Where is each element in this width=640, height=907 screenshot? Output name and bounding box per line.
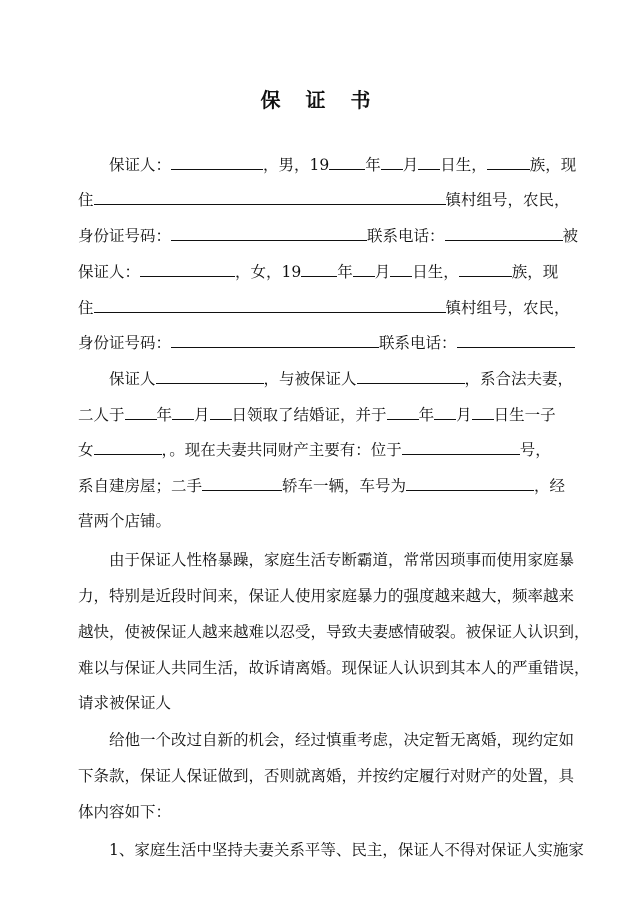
- text: 月: [402, 156, 419, 174]
- text: ，女，19: [235, 263, 302, 281]
- blank-field: [171, 224, 367, 241]
- blank-field: [387, 403, 419, 420]
- text-line: [78, 584, 575, 606]
- blank-field: [434, 403, 456, 420]
- text: 日领取了结婚证，并于: [231, 406, 387, 424]
- blank-field: [171, 331, 379, 348]
- text: 日生，: [412, 263, 459, 281]
- text: 力，特别是近段时间来，保证人使用家庭暴力的强度越来越大，频率越来: [78, 587, 575, 605]
- text-line: [78, 800, 564, 822]
- text: 营两个店铺。: [78, 512, 172, 530]
- text: 难以与保证人共同生活，故诉请离婚。现保证人认识到其本人的严重错误，: [78, 659, 590, 677]
- text: 日生，: [440, 156, 487, 174]
- blank-field: [125, 403, 157, 420]
- text-line: [78, 620, 590, 642]
- text: 保证人：: [78, 263, 141, 281]
- blank-field: [94, 188, 446, 205]
- text: 身份证号码：: [78, 227, 172, 245]
- text-line: [78, 548, 595, 570]
- text: 给他一个改过自新的机会，经过慎重考虑，决定暂无离婚，现约定如: [109, 731, 575, 749]
- text: 住: [78, 299, 94, 317]
- text-line: [78, 656, 590, 678]
- blank-field: [329, 153, 365, 170]
- blank-field: [457, 331, 575, 348]
- text-line: [78, 224, 579, 246]
- blank-field: [140, 260, 235, 277]
- text: 身份证号码：: [78, 334, 172, 352]
- blank-field: [171, 153, 263, 170]
- blank-field: [406, 474, 534, 491]
- text: ，。现在夫妻共同财产主要有：位于: [161, 441, 402, 459]
- text: ，与被保证人: [263, 370, 357, 388]
- text: 号，: [519, 441, 551, 459]
- text: 族，现: [529, 156, 577, 174]
- text: 月: [456, 406, 472, 424]
- blank-field: [156, 367, 264, 384]
- text-line: [78, 438, 564, 460]
- blank-field: [487, 153, 530, 170]
- text: 1、家庭生活中坚持夫妻关系平等、民主，保证人不得对保证人实施家: [109, 841, 584, 859]
- text-line: [78, 153, 595, 175]
- text: 女: [78, 441, 94, 459]
- text: 月: [194, 406, 210, 424]
- blank-field: [381, 153, 403, 170]
- text: 二人于: [78, 406, 125, 424]
- text-line: [78, 838, 595, 860]
- text: 被: [562, 227, 579, 245]
- text: 保证人：: [109, 156, 172, 174]
- document-title: 保 证 书: [260, 88, 380, 112]
- text: 轿车一辆，车号为: [282, 477, 407, 495]
- text: 系自建房屋；二手: [78, 477, 203, 495]
- text: 族，现: [511, 263, 559, 281]
- text: 年: [418, 406, 435, 424]
- text-line: [78, 260, 564, 282]
- text: 联系电话：: [367, 227, 445, 245]
- text: 保证人: [109, 370, 156, 388]
- blank-field: [210, 403, 232, 420]
- text-line: [78, 509, 564, 531]
- text: 联系电话：: [379, 334, 457, 352]
- text: ，男，19: [263, 156, 330, 174]
- text: 日生一子: [493, 406, 556, 424]
- text: ，系合法夫妻，: [464, 370, 574, 388]
- blank-field: [301, 260, 337, 277]
- text: 月: [374, 263, 391, 281]
- text: 年: [365, 156, 381, 174]
- text: 住: [78, 191, 94, 209]
- text-line: [78, 403, 564, 425]
- text: 体内容如下：: [78, 803, 172, 821]
- blank-field: [94, 438, 162, 455]
- text: ，经: [534, 477, 566, 495]
- text: 越快，使被保证人越来越难以忍受，导致夫妻感情破裂。被保证人认识到，: [78, 623, 590, 641]
- text: 年: [156, 406, 173, 424]
- blank-field: [402, 438, 520, 455]
- text: 由于保证人性格暴躁，家庭生活专断霸道，常常因琐事而使用家庭暴: [109, 551, 575, 569]
- text: 镇村组号，农民，: [445, 299, 570, 317]
- blank-field: [353, 260, 375, 277]
- text-line: [78, 367, 595, 389]
- text: 年: [337, 263, 353, 281]
- blank-field: [357, 367, 465, 384]
- blank-field: [418, 153, 440, 170]
- text-line: [78, 474, 564, 496]
- text: 请求被保证人: [78, 694, 172, 712]
- text: 镇村组号，农民，: [445, 191, 570, 209]
- text-line: [78, 691, 564, 713]
- blank-field: [390, 260, 412, 277]
- text-line: [78, 296, 570, 318]
- blank-field: [94, 296, 446, 313]
- blank-field: [445, 224, 563, 241]
- blank-field: [172, 403, 194, 420]
- text-line: [78, 728, 595, 750]
- blank-field: [459, 260, 512, 277]
- blank-field: [472, 403, 494, 420]
- text: 下条款，保证人保证做到，否则就离婚，并按约定履行对财产的处置，具: [78, 767, 575, 785]
- blank-field: [202, 474, 282, 491]
- text-line: [78, 188, 570, 210]
- text-line: [78, 331, 564, 353]
- text-line: [78, 764, 575, 786]
